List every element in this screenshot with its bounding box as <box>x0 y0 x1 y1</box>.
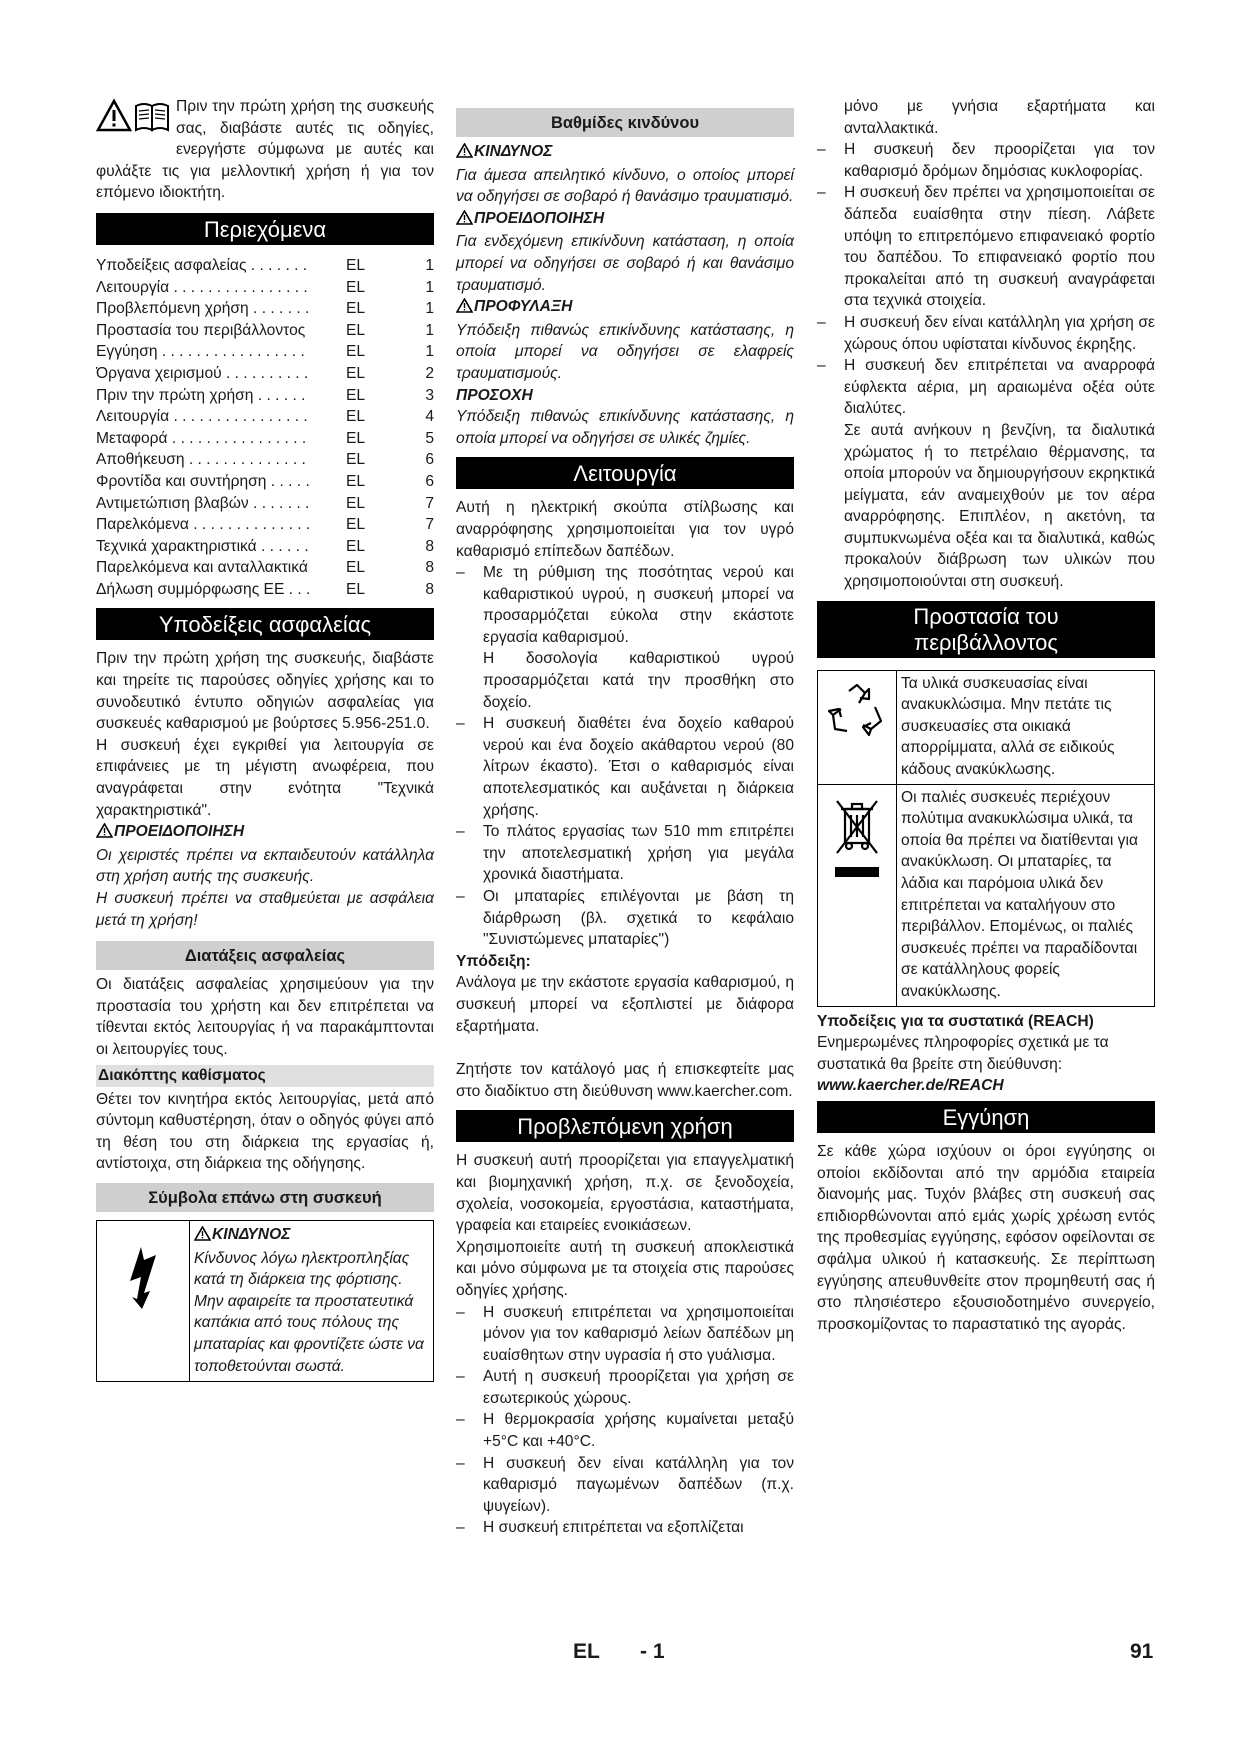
warranty-heading: Εγγύηση <box>817 1101 1155 1133</box>
caution-text: Υπόδειξη πιθανώς επικίνδυνης κατάστασης, η οποία μπορεί να οδηγήσει σε ελαφρείς τραυματισμούς. <box>456 321 794 382</box>
table-row <box>818 671 1154 784</box>
warning-triangle-icon <box>194 1226 211 1248</box>
toc-row[interactable]: Φροντίδα και συντήρηση . . . . . EL 6 <box>96 472 434 490</box>
safety-devices-text: Οι διατάξεις ασφαλείας χρησιμεύουν για την προστασία του χρήστη και δεν επιτρέπεται να τίθενται εκτός λειτουργίας ή να παρακάμπτονται οι λειτουργίες τους. <box>96 976 434 1058</box>
toc-row[interactable]: Προβλεπόμενη χρήση . . . . . . . EL 1 <box>96 300 434 318</box>
symbol-table <box>96 1220 434 1382</box>
function-text: Αυτή η ηλεκτρική σκούπα στίλβωσης και αναρρόφησης χρησιμοποιείται για τον υγρό καθαρισμό επίπεδων δαπέδων. <box>456 499 794 560</box>
recycle-text: Τα υλικά συσκευασίας είναι ανακυκλώσιμα. Μην πετάτε τις συσκευασίες στα οικιακά απορρίμματα, αλλά σε ειδικούς κάδους ανακύκλωσης. <box>901 674 1115 779</box>
table-row <box>818 784 1154 1006</box>
list-item: – Οι μπαταρίες επιλέγονται με βάση τη διάρθρωση (βλ. σχετικά το κεφάλαιο "Συνιστώμενες μπαταρίες") <box>456 888 794 949</box>
toc-row[interactable]: Τεχνικά χαρακτηριστικά . . . . . . EL 8 <box>96 537 434 555</box>
toc-heading: Περιεχόμενα <box>96 213 434 245</box>
toc-row[interactable]: Δήλωση συμμόρφωσης ΕΕ . . . EL 8 <box>96 580 434 598</box>
toc-row[interactable]: Αντιμετώπιση βλαβών . . . . . . . EL 7 <box>96 494 434 512</box>
safety-heading: Υποδείξεις ασφαλείας <box>96 608 434 640</box>
safety-paragraph-2: Η συσκευή έχει εγκριθεί για λειτουργία σε επιφάνειες με τη μέγιστη ανωφέρεια, που αναγράφεται στην ενότητα "Τεχνικά χαρακτηριστικά". <box>96 736 434 819</box>
list-item: – Αυτή η συσκευή προορίζεται για χρήση σε εσωτερικούς χώρους. <box>456 1368 794 1407</box>
footer-section-page: - 1 <box>640 1640 665 1663</box>
attention-text: Υπόδειξη πιθανώς επικίνδυνης κατάστασης, η οποία μπορεί να οδηγήσει σε υλικές ζημίες. <box>456 408 794 447</box>
intro-block <box>96 96 434 204</box>
warning-triangle-icon <box>456 210 473 232</box>
seat-switch-text: Θέτει τον κινητήρα εκτός λειτουργίας, μετά από σύντομη καθυστέρηση, όταν ο οδηγός φύγει από τη θέση του στη διάρκεια της εργασίας ή, αντίστοιχα, στη διάρκεια της οδήγησης. <box>96 1090 434 1173</box>
warning-triangle-icon <box>96 823 113 845</box>
catalog-text: Ζητήστε τον κατάλογό μας ή επισκεφτείτε μας στο διαδίκτυο στη διεύθυνση www.kaercher.com. <box>456 1061 794 1100</box>
toc-row[interactable]: Εγγύηση . . . . . . . . . . . . . . . . . EL 1 <box>96 343 434 361</box>
toc-row[interactable]: Μεταφορά . . . . . . . . . . . . . . . . EL 5 <box>96 429 434 447</box>
lightning-icon <box>97 1221 190 1381</box>
toc-row[interactable]: Υποδείξεις ασφαλείας . . . . . . . EL 1 <box>96 256 434 274</box>
toc-row[interactable]: Πριν την πρώτη χρήση . . . . . . EL 3 <box>96 386 434 404</box>
list-item-continuation: μόνο με γνήσια εξαρτήματα και ανταλλακτικά. <box>844 98 1155 137</box>
environment-table <box>817 670 1155 1007</box>
danger-text: Για άμεσα απειλητικό κίνδυνο, ο οποίος μπορεί να οδηγήσει σε σοβαρό ή θανάσιμο τραυματισμό. <box>456 166 794 206</box>
column-1 <box>96 96 434 1382</box>
toc-row[interactable]: Παρελκόμενα και ανταλλακτικά EL 8 <box>96 559 434 577</box>
reach-heading: Υποδείξεις για τα συστατικά (REACH) <box>817 1012 1094 1030</box>
column-3 <box>817 96 1155 1335</box>
list-item: – Το πλάτος εργασίας των 510 mm επιτρέπει την αποτελεσματική χρήση για μεγάλα χρονικά διαστήματα. <box>456 823 794 884</box>
footer-language: EL <box>573 1640 600 1663</box>
list-item: – Η συσκευή δεν επιτρέπεται να αναρροφά εύφλεκτα αέρια, μη αραιωμένα οξέα ούτε διαλύτες. <box>817 357 1155 418</box>
list-item: – Με τη ρύθμιση της ποσότητας νερού και καθαριστικού υγρού, η συσκευή μπορεί να προσαρμόζεται εύκολα στην εκάστοτε εργασία καθαρισμού. <box>456 564 794 646</box>
list-item-continuation: Η δοσολογία καθαριστικού υγρού προσαρμόζεται κατά την προσθήκη στο δοχείο. <box>483 650 794 711</box>
caution-label: ΠΡΟΦΥΛΑΞΗ <box>456 296 794 320</box>
warning-triangle-icon <box>456 143 473 165</box>
weee-text: Οι παλιές συσκευές περιέχουν πολύτιμα ανακυκλώσιμα υλικά, τα οποία θα πρέπει να διατίθενται για ανακύκλωση. Οι μπαταρίες, τα λάδια και παρόμοια υλικά δεν επιτρέπεται να καταλήγουν στο περιβάλλον. Επομένως, οι παλιές συσκευές πρέπει να παραδίδονται σε κατάλληλους φορείς ανακύκλωσης. <box>901 788 1138 1000</box>
warning-text: Για ενδεχόμενη επικίνδυνη κατάσταση, η οποία μπορεί να οδηγήσει σε σοβαρό ή και θανάσιμο τραυματισμό. <box>456 233 794 294</box>
reach-text: Ενημερωμένες πληροφορίες σχετικά με τα συστατικά θα βρείτε στη διεύθυνση: <box>817 1034 1109 1073</box>
list-item: – Η συσκευή δεν είναι κατάλληλη για τον καθαρισμό παγωμένων δαπέδων (π.χ. ψυγείων). <box>456 1454 794 1515</box>
crossed-bin-icon <box>818 785 897 1006</box>
attention-label: ΠΡΟΣΟΧΗ <box>456 386 533 404</box>
toc-row[interactable]: Όργανα χειρισμού . . . . . . . . . . EL 2 <box>96 364 434 382</box>
function-heading: Λειτουργία <box>456 457 794 489</box>
list-item: – Η συσκευή δεν προορίζεται για τον καθαρισμό δρόμων δημόσιας κυκλοφορίας. <box>817 141 1155 180</box>
symbol-text: Κίνδυνος λόγω ηλεκτροπληξίας κατά τη διάρκεια της φόρτισης. Μην αφαιρείτε τα προστατευτικά καπάκια από τους πόλους της μπαταρίας και φροντίζετε ώστε να τοποθετούνται σωστά. <box>194 1249 424 1375</box>
list-item: – Η συσκευή δεν είναι κατάλληλη για χρήση σε χώρους όπου υφίσταται κίνδυνος έκρηξης. <box>817 313 1155 353</box>
toc-row[interactable]: Προστασία του περιβάλλοντος EL 1 <box>96 321 434 339</box>
toc-row[interactable]: Αποθήκευση . . . . . . . . . . . . . . EL 6 <box>96 451 434 469</box>
device-symbols-heading: Σύμβολα επάνω στη συσκευή <box>96 1183 434 1212</box>
warning-label: ΠΡΟΕΙΔΟΠΟΙΗΣΗ <box>456 208 794 232</box>
seat-switch-heading: Διακόπτης καθίσματος <box>96 1065 434 1087</box>
list-item: – Η συσκευή επιτρέπεται να χρησιμοποιείται μόνον για τον καθαρισμό λείων δαπέδων μη ευαίσθητων στην υγρασία ή στο γυάλισμα. <box>456 1303 794 1364</box>
toc-row[interactable]: Λειτουργία . . . . . . . . . . . . . . . . EL 4 <box>96 408 434 426</box>
warning-manual-icon <box>96 98 172 141</box>
note-label: Υπόδειξη: <box>456 952 531 970</box>
warning-text-2: Η συσκευή πρέπει να σταθμεύεται με ασφάλεια μετά τη χρήση! <box>96 890 434 929</box>
warning-text-1: Οι χειριστές πρέπει να εκπαιδευτούν κατάλληλα στη χρήση αυτής της συσκευής. <box>96 846 434 886</box>
warranty-text: Σε κάθε χώρα ισχύουν οι όροι εγγύησης οι οποίοι εκδίδονται από την αρμόδια εταιρεία διανομής μας. Τυχόν βλάβες στη συσκευή σας επιδιορθώνονται από εμάς χωρίς χρέωση εντός της προθεσμίας εγγύησης, εφόσον οφείλονται σε σφάλμα υλικού ή κατασκευής. Σε περίπτωση εγγύησης απευθυνθείτε στον προμηθευτή σας ή στο πλησιέστερο εξουσιοδοτημένο συνεργείο, προσκομίζοντας το παραστατικό της αγοράς. <box>817 1142 1155 1333</box>
warning-label: ΠΡΟΕΙΔΟΠΟΙΗΣΗ <box>96 821 434 845</box>
page-footer <box>0 1640 1241 1670</box>
list-item: – Η συσκευή επιτρέπεται να εξοπλίζεται <box>456 1519 744 1537</box>
danger-label: ΚΙΝΔΥΝΟΣ <box>456 141 794 165</box>
toc-list <box>96 255 434 601</box>
intended-use-text-1: Η συσκευή αυτή προορίζεται για επαγγελματική και βιομηχανική χρήση, π.χ. σε ξενοδοχεία, σχολεία, νοσοκομεία, εργοστάσια, καταστήματα, γραφεία και εταιρείες ενοικιάσεων. <box>456 1152 794 1235</box>
column-2 <box>456 96 794 1539</box>
list-item-continuation: Σε αυτά ανήκουν η βενζίνη, τα διαλυτικά χρώματος ή το πετρέλαιο θέρμανσης, τα οποία μπορούν να δημιουργήσουν εκρηκτικά μείγματα, εάν αναμειχθούν με τον αέρα αναρρόφησης. Επιπλέον, η ακετόνη, τα συμπυκνωμένα οξέα και τα διαλυτικά, καθώς προκαλούν διάβρωση των υλικών που χρησιμοποιούνται στη συσκευή. <box>844 421 1155 591</box>
symbol-description <box>190 1221 433 1381</box>
list-item: – Η συσκευή δεν πρέπει να χρησιμοποιείται σε δάπεδα ευαίσθητα στην πίεση. Λάβετε υπόψη το επιτρεπόμενο επιφανειακό φορτίο του δαπέδου. Το επιφανειακό φορτίο που προκαλείται από τη συσκευή αναγράφεται στα τεχνικά στοιχεία. <box>817 184 1155 310</box>
intended-use-heading: Προβλεπόμενη χρήση <box>456 1110 794 1142</box>
note-text: Ανάλογα με την εκάστοτε εργασία καθαρισμού, η συσκευή μπορεί να εξοπλιστεί με διάφορα εξαρτήματα. <box>456 974 794 1035</box>
danger-label: ΚΙΝΔΥΝΟΣ <box>194 1224 431 1248</box>
list-item: – Η συσκευή διαθέτει ένα δοχείο καθαρού νερού και ένα δοχείο ακάθαρτου νερού (80 λίτρων έκαστο). Έτσι ο καθαρισμός είναι αποτελεσματικός και αυξάνεται η διάρκεια χρήσης. <box>456 715 794 819</box>
environment-heading: Προστασία του περιβάλλοντος <box>817 601 1155 658</box>
intro-text: Πριν την πρώτη χρήση της συσκευής σας, διαβάστε αυτές τις οδηγίες, ενεργήστε σύμφωνα με αυτές και φυλάξτε τις για μελλοντική χρήση ή για τον επόμενο ιδιοκτήτη. <box>96 98 434 202</box>
toc-row[interactable]: Λειτουργία . . . . . . . . . . . . . . . . EL 1 <box>96 278 434 296</box>
page-number: 91 <box>1130 1640 1154 1663</box>
safety-devices-heading: Διατάξεις ασφαλείας <box>96 941 434 970</box>
safety-paragraph-1: Πριν την πρώτη χρήση της συσκευής, διαβάστε και τηρείτε τις παρούσες οδηγίες χρήσης και το συνοδευτικό έντυπο οδηγιών ασφαλείας για συσκευές καθαρισμού με βούρτσες 5.956-251.0. <box>96 650 434 733</box>
toc-row[interactable]: Παρελκόμενα . . . . . . . . . . . . . . EL 7 <box>96 516 434 534</box>
reach-link[interactable]: www.kaercher.de/REACH <box>817 1077 1004 1095</box>
recycle-icon <box>818 671 897 784</box>
intended-use-text-2: Χρησιμοποιείτε αυτή τη συσκευή αποκλειστικά και μόνο σύμφωνα με τα στοιχεία στις παρούσες οδηγίες χρήσης. <box>456 1238 794 1299</box>
hazard-levels-heading: Βαθμίδες κινδύνου <box>456 108 794 137</box>
list-item: – Η θερμοκρασία χρήσης κυμαίνεται μεταξύ +5°C και +40°C. <box>456 1411 794 1451</box>
warning-triangle-icon <box>456 298 473 320</box>
